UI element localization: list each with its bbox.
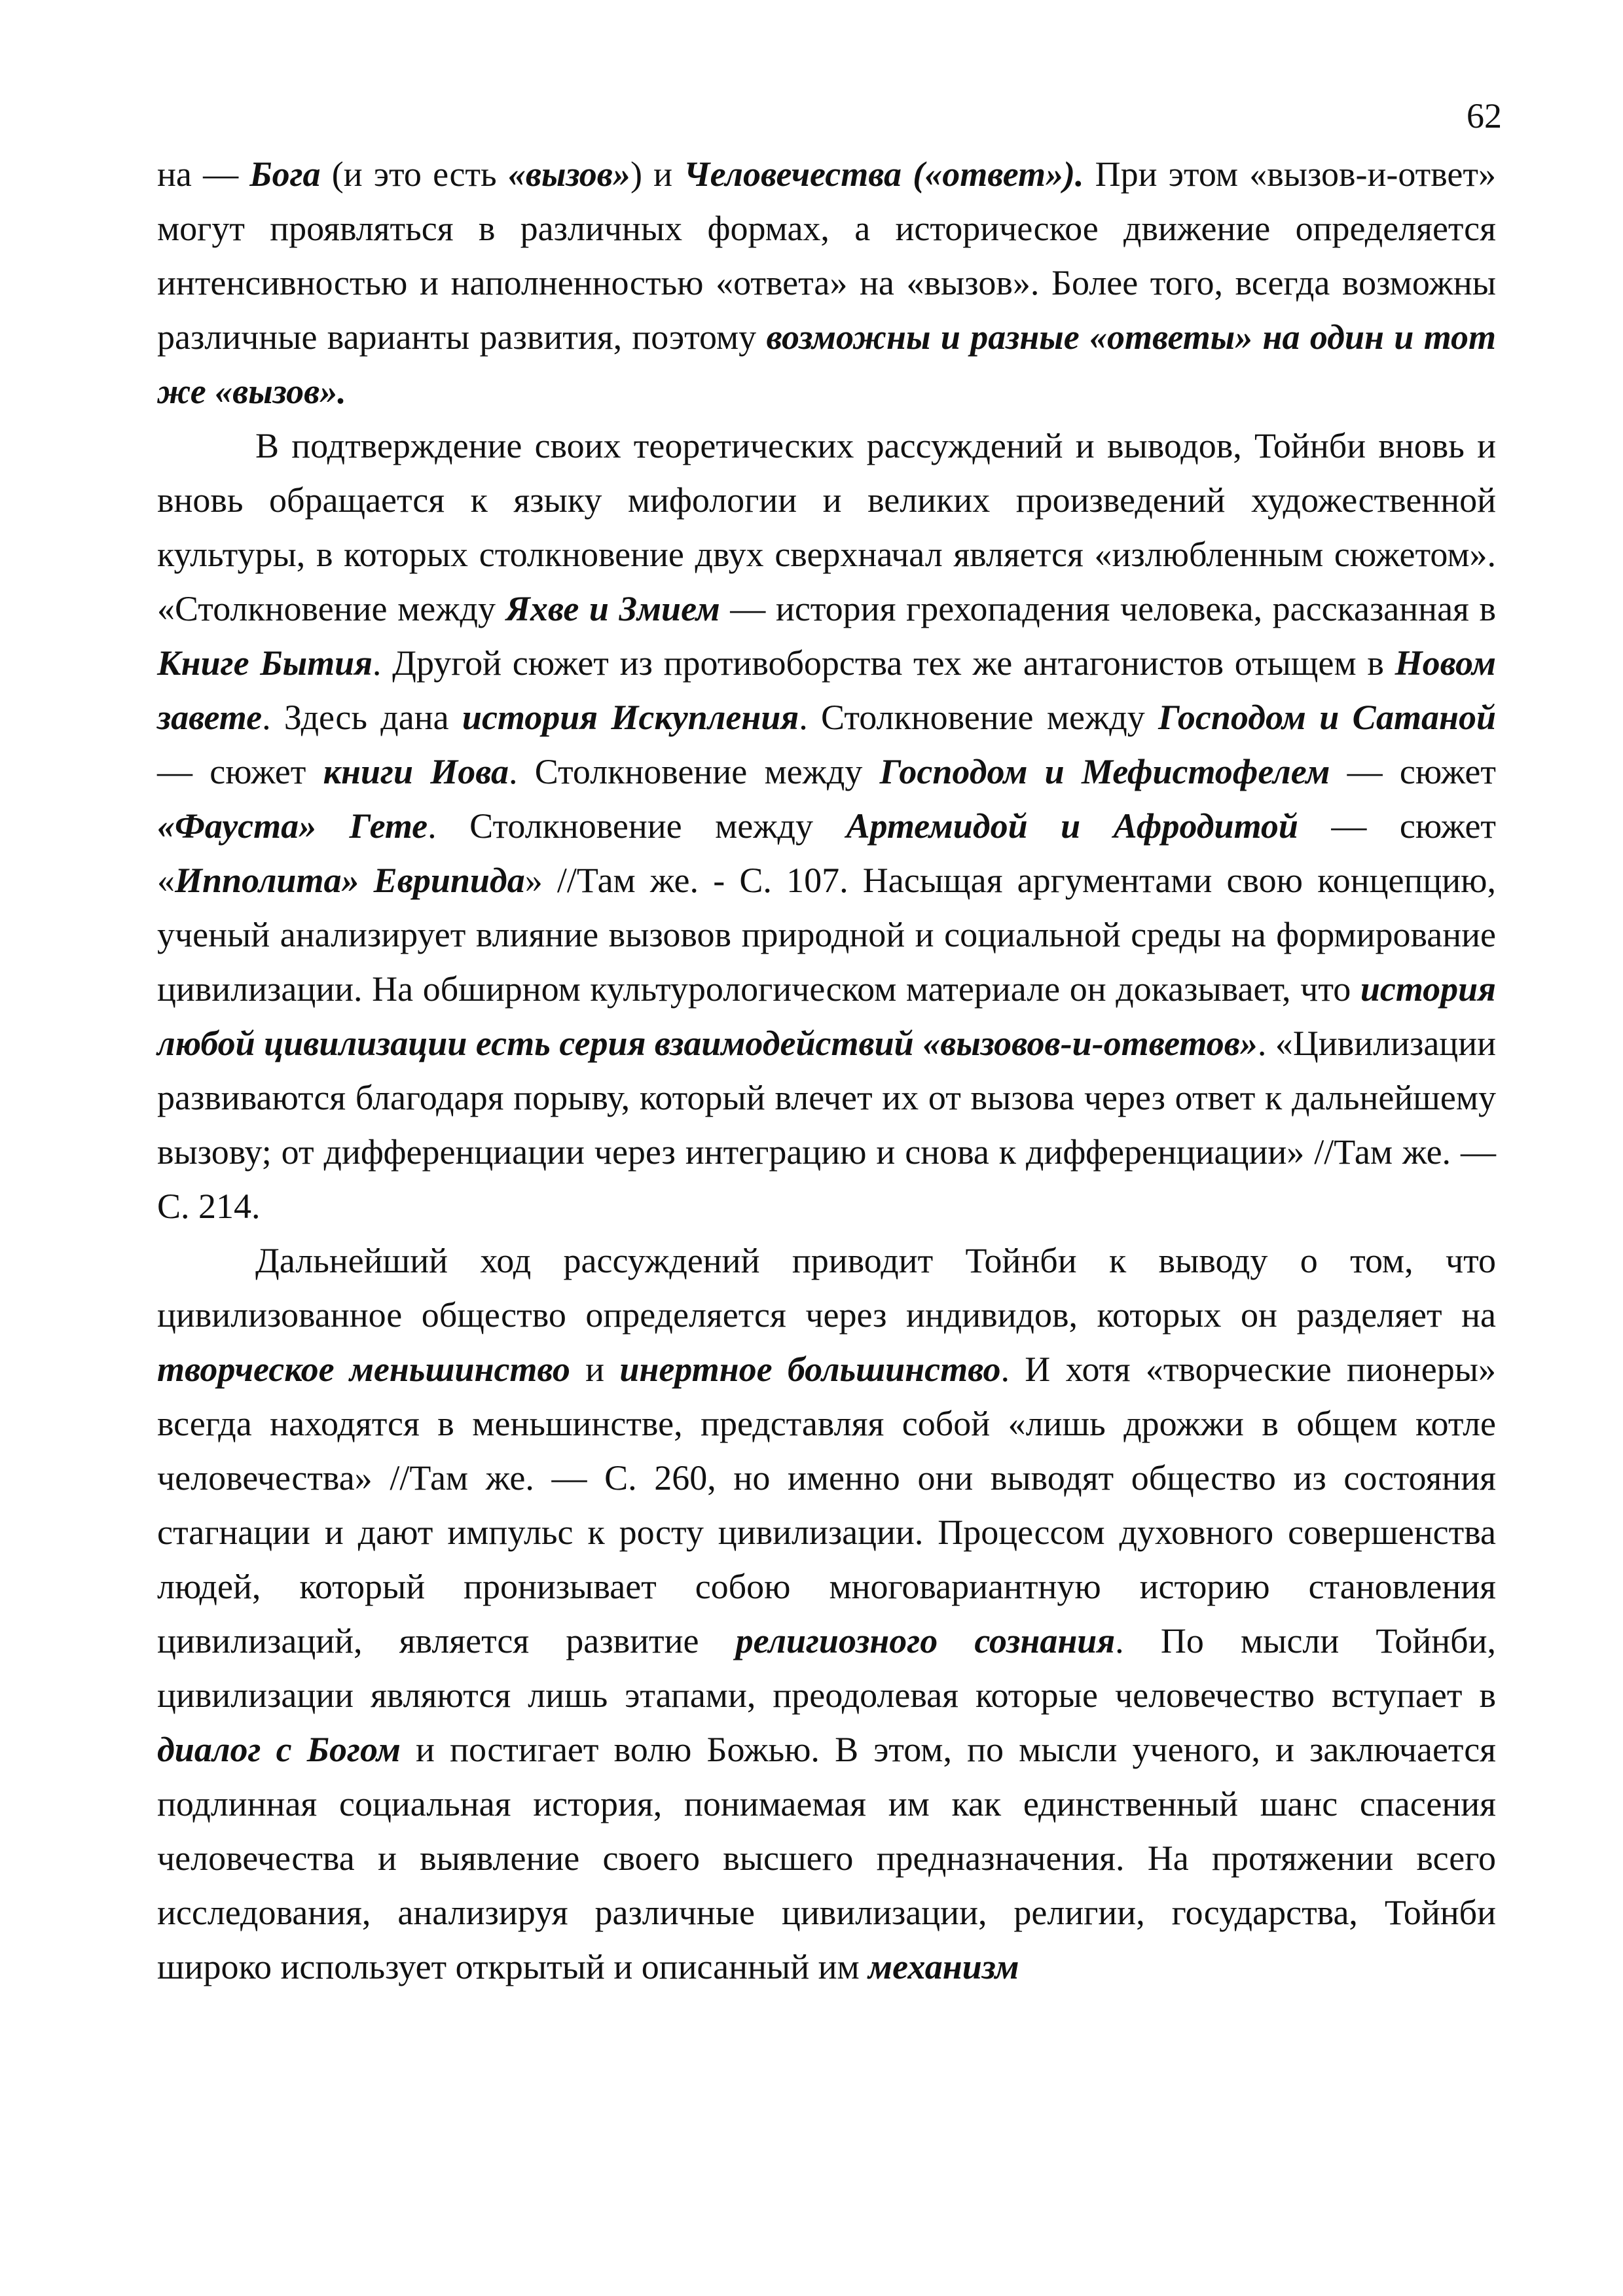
text-run: . Здесь дана: [262, 698, 462, 737]
paragraph: [157, 1234, 1496, 1994]
emphasis-text: «вызов»: [507, 154, 630, 194]
emphasis-text: диалог с Богом: [157, 1730, 401, 1769]
page-number: 62: [1467, 96, 1502, 135]
text-run: на —: [157, 154, 250, 194]
emphasis-text: Ипполита» Еврипида: [175, 861, 525, 900]
body-text: [157, 147, 1496, 1994]
emphasis-text: Господом и Мефистофелем: [879, 752, 1330, 791]
emphasis-text: возможны и разные «ответы» на один и тот же «вызов».: [157, 317, 1496, 411]
text-run: — сюжет «: [157, 806, 1497, 900]
emphasis-text: Бога: [249, 154, 321, 194]
paragraph: [157, 147, 1496, 419]
emphasis-text: Господом и Сатаной: [1158, 698, 1496, 737]
text-run: . Другой сюжет из противоборства тех же антагонистов отыщем в: [372, 643, 1395, 683]
text-run: — история грехопадения человека, рассказанная в: [720, 589, 1496, 628]
text-run: ) и: [630, 154, 684, 194]
emphasis-text: Новом завете: [157, 643, 1496, 737]
text-run: (и это есть: [320, 154, 508, 194]
emphasis-text: история любой цивилизации есть серия взаимодействий «вызовов-и-ответов»: [157, 969, 1496, 1063]
text-run: При этом «вызов-и-ответ» могут проявляться в различных формах, а историческое движение определяется интенсивностью и наполненностью «ответа» на «вызов». Более того, всегда возможны различные варианты развития, поэтому: [157, 154, 1496, 357]
emphasis-text: Книге Бытия: [157, 643, 373, 683]
emphasis-text: Человечества («ответ»).: [684, 154, 1084, 194]
text-run: . Столкновение между: [428, 806, 847, 846]
paragraph: [157, 419, 1496, 1234]
text-run: . «Цивилизации развиваются благодаря порыву, который влечет их от вызова через ответ к дальнейшему вызову; от дифференциации через интеграцию и снова к дифференциации» //Там же. — С. 214.: [157, 1024, 1496, 1226]
emphasis-text: «Фауста» Гете: [157, 806, 428, 846]
text-run: и постигает волю Божью. В этом, по мысли ученого, и заключается подлинная социальная история, понимаемая им как единственный шанс спасения человечества и выявление своего высшего предназначения. На протяжении всего исследования, анализируя различные цивилизации, религии, государства, Тойнби широко использует открытый и описанный им: [157, 1730, 1496, 1986]
text-run: » //Там же. - С. 107. Насыщая аргументами свою концепцию, ученый анализирует влияние вызовов природной и социальной среды на формирование цивилизации. На обширном культурологическом материале он доказывает, что: [157, 861, 1496, 1009]
emphasis-text: механизм: [868, 1947, 1019, 1986]
emphasis-text: Яхве и Змием: [505, 589, 720, 628]
emphasis-text: Артемидой и Афродитой: [846, 806, 1298, 846]
emphasis-text: книги Иова: [323, 752, 509, 791]
text-run: В подтверждение своих теоретических рассуждений и выводов, Тойнби вновь и вновь обращается к языку мифологии и великих произведений художественной культуры, в которых столкновение двух сверхначал является «излюбленным сюжетом». «Столкновение между: [157, 426, 1496, 628]
text-run: и: [570, 1350, 620, 1389]
text-run: . И хотя «творческие пионеры» всегда находятся в меньшинстве, представляя собой «лишь дрожжи в общем котле человечества» //Там же. — С. 260, но именно они выводят общество из состояния стагнации и дают импульс к росту цивилизации. Процессом духовного совершенства людей, который пронизывает собою многовариантную историю становления цивилизаций, является развитие: [157, 1350, 1496, 1660]
text-run: . Столкновение между: [508, 752, 880, 791]
text-run: Дальнейший ход рассуждений приводит Тойнби к выводу о том, что цивилизованное общество определяется через индивидов, которых он разделяет на: [157, 1241, 1496, 1335]
text-run: — сюжет: [1330, 752, 1497, 791]
emphasis-text: инертное большинство: [619, 1350, 1001, 1389]
emphasis-text: история Искупления: [462, 698, 799, 737]
emphasis-text: творческое меньшинство: [157, 1350, 570, 1389]
text-run: . По мысли Тойнби, цивилизации являются лишь этапами, преодолевая которые человечество вступает в: [157, 1621, 1497, 1715]
text-run: — сюжет: [157, 752, 323, 791]
emphasis-text: религиозного сознания: [735, 1621, 1116, 1660]
text-run: . Столкновение между: [799, 698, 1159, 737]
